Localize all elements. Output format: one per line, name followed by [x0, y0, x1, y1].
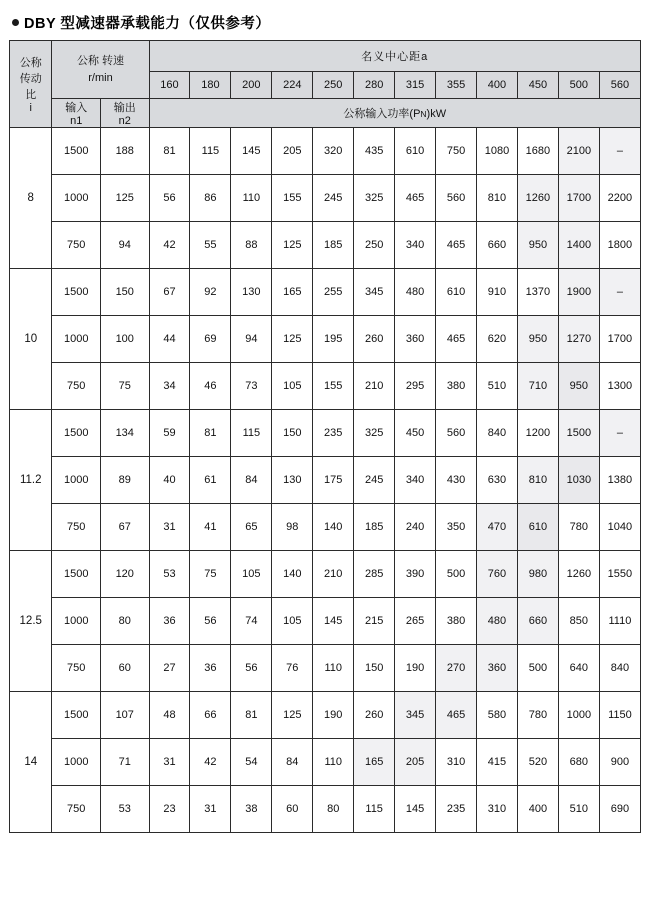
table-row: [10, 504, 641, 551]
cell-power-560: –: [599, 410, 640, 457]
header-speed-line-1: 公称 转速: [76, 55, 125, 67]
cell-power-250: 255: [313, 269, 354, 316]
cell-power-160: 31: [149, 739, 190, 786]
cell-power-500: 1700: [558, 175, 599, 222]
header-distance-560: 560: [599, 72, 640, 99]
cell-power-160: 23: [149, 786, 190, 833]
cell-power-180: 55: [190, 222, 231, 269]
cell-power-280: 250: [354, 222, 395, 269]
header-power-prefix: 公称输入功率(P: [343, 108, 421, 120]
cell-power-250: 235: [313, 410, 354, 457]
cell-power-280: 210: [354, 363, 395, 410]
cell-power-250: 320: [313, 128, 354, 175]
header-distance-250: 250: [313, 72, 354, 99]
cell-power-200: 115: [231, 410, 272, 457]
cell-power-224: 105: [272, 363, 313, 410]
cell-power-200: 145: [231, 128, 272, 175]
cell-power-180: 36: [190, 645, 231, 692]
cell-power-180: 92: [190, 269, 231, 316]
cell-power-224: 125: [272, 316, 313, 363]
cell-input-speed: 1000: [52, 457, 101, 504]
header-output-speed: [100, 99, 149, 128]
cell-power-250: 155: [313, 363, 354, 410]
cell-power-315: 240: [395, 504, 436, 551]
table-row: [10, 269, 641, 316]
cell-power-224: 84: [272, 739, 313, 786]
cell-power-315: 360: [395, 316, 436, 363]
header-input-speed: [52, 99, 101, 128]
cell-power-315: 345: [395, 692, 436, 739]
cell-output-speed: 94: [100, 222, 149, 269]
cell-power-355: 465: [436, 316, 477, 363]
table-row: [10, 598, 641, 645]
header-distance-500: 500: [558, 72, 599, 99]
cell-power-180: 41: [190, 504, 231, 551]
cell-power-500: 850: [558, 598, 599, 645]
cell-power-280: 185: [354, 504, 395, 551]
cell-power-560: –: [599, 128, 640, 175]
cell-power-355: 380: [436, 598, 477, 645]
cell-input-speed: 750: [52, 786, 101, 833]
cell-power-250: 210: [313, 551, 354, 598]
cell-power-180: 61: [190, 457, 231, 504]
header-distance-280: 280: [354, 72, 395, 99]
cell-power-160: 34: [149, 363, 190, 410]
cell-power-355: 270: [436, 645, 477, 692]
cell-output-speed: 150: [100, 269, 149, 316]
cell-input-speed: 750: [52, 645, 101, 692]
cell-power-200: 81: [231, 692, 272, 739]
cell-power-280: 260: [354, 692, 395, 739]
cell-power-355: 500: [436, 551, 477, 598]
cell-power-280: 345: [354, 269, 395, 316]
cell-output-speed: 89: [100, 457, 149, 504]
cell-power-500: 680: [558, 739, 599, 786]
cell-power-224: 140: [272, 551, 313, 598]
cell-power-280: 285: [354, 551, 395, 598]
cell-input-speed: 750: [52, 504, 101, 551]
cell-power-400: 480: [477, 598, 518, 645]
cell-output-speed: 100: [100, 316, 149, 363]
capacity-table: [9, 40, 641, 833]
cell-power-160: 53: [149, 551, 190, 598]
cell-power-400: 510: [477, 363, 518, 410]
cell-power-500: 1400: [558, 222, 599, 269]
cell-input-speed: 750: [52, 222, 101, 269]
bullet-icon: [12, 19, 19, 26]
cell-power-500: 1260: [558, 551, 599, 598]
cell-power-355: 465: [436, 222, 477, 269]
cell-input-speed: 1000: [52, 316, 101, 363]
cell-power-315: 465: [395, 175, 436, 222]
cell-power-224: 130: [272, 457, 313, 504]
cell-power-450: 520: [517, 739, 558, 786]
header-ratio-line-2: 传动: [19, 73, 42, 85]
cell-power-355: 310: [436, 739, 477, 786]
cell-power-224: 125: [272, 222, 313, 269]
cell-input-speed: 1500: [52, 269, 101, 316]
cell-power-560: 1550: [599, 551, 640, 598]
cell-power-560: 1300: [599, 363, 640, 410]
cell-power-400: 1080: [477, 128, 518, 175]
cell-power-180: 46: [190, 363, 231, 410]
cell-power-160: 81: [149, 128, 190, 175]
header-distance-200: 200: [231, 72, 272, 99]
cell-power-200: 73: [231, 363, 272, 410]
cell-power-315: 340: [395, 222, 436, 269]
cell-power-355: 350: [436, 504, 477, 551]
cell-power-560: 1150: [599, 692, 640, 739]
cell-power-200: 110: [231, 175, 272, 222]
header-distance-224: 224: [272, 72, 313, 99]
cell-power-224: 125: [272, 692, 313, 739]
cell-power-355: 235: [436, 786, 477, 833]
cell-power-450: 950: [517, 222, 558, 269]
cell-power-450: 1200: [517, 410, 558, 457]
cell-power-200: 84: [231, 457, 272, 504]
header-power-suffix: )kW: [426, 108, 447, 120]
cell-power-315: 390: [395, 551, 436, 598]
cell-power-450: 400: [517, 786, 558, 833]
cell-power-160: 59: [149, 410, 190, 457]
table-row: [10, 410, 641, 457]
cell-power-224: 155: [272, 175, 313, 222]
header-distance-315: 315: [395, 72, 436, 99]
cell-ratio: 14: [10, 692, 52, 833]
cell-power-450: 710: [517, 363, 558, 410]
cell-power-500: 950: [558, 363, 599, 410]
cell-power-450: 1370: [517, 269, 558, 316]
cell-power-250: 140: [313, 504, 354, 551]
cell-power-224: 76: [272, 645, 313, 692]
cell-power-560: 840: [599, 645, 640, 692]
cell-input-speed: 1000: [52, 175, 101, 222]
cell-power-200: 130: [231, 269, 272, 316]
cell-input-speed: 1500: [52, 551, 101, 598]
cell-output-speed: 134: [100, 410, 149, 457]
cell-power-450: 660: [517, 598, 558, 645]
cell-output-speed: 67: [100, 504, 149, 551]
cell-power-200: 105: [231, 551, 272, 598]
cell-power-355: 560: [436, 175, 477, 222]
cell-power-160: 42: [149, 222, 190, 269]
table-row: [10, 645, 641, 692]
cell-power-224: 165: [272, 269, 313, 316]
cell-output-speed: 71: [100, 739, 149, 786]
cell-power-560: 1700: [599, 316, 640, 363]
title-text: DBY 型减速器承载能力（仅供参考）: [24, 15, 271, 32]
cell-power-560: 690: [599, 786, 640, 833]
cell-power-180: 42: [190, 739, 231, 786]
cell-power-315: 190: [395, 645, 436, 692]
cell-power-400: 415: [477, 739, 518, 786]
header-input-line-2: n1: [70, 115, 83, 127]
cell-power-400: 620: [477, 316, 518, 363]
cell-power-180: 56: [190, 598, 231, 645]
cell-power-500: 640: [558, 645, 599, 692]
header-distance-160: 160: [149, 72, 190, 99]
cell-power-224: 150: [272, 410, 313, 457]
cell-input-speed: 1000: [52, 739, 101, 786]
table-row: [10, 739, 641, 786]
cell-power-160: 48: [149, 692, 190, 739]
cell-ratio: 10: [10, 269, 52, 410]
cell-power-500: 1900: [558, 269, 599, 316]
table-row: [10, 551, 641, 598]
cell-power-400: 630: [477, 457, 518, 504]
cell-power-250: 175: [313, 457, 354, 504]
table-row: [10, 175, 641, 222]
cell-power-200: 65: [231, 504, 272, 551]
cell-power-560: 900: [599, 739, 640, 786]
table-row: [10, 316, 641, 363]
cell-input-speed: 1500: [52, 410, 101, 457]
cell-power-224: 205: [272, 128, 313, 175]
header-power-sub: N: [420, 109, 427, 119]
cell-power-500: 1000: [558, 692, 599, 739]
cell-ratio: 11.2: [10, 410, 52, 551]
table-body: [10, 128, 641, 833]
header-row-1: [10, 41, 641, 72]
cell-power-450: 950: [517, 316, 558, 363]
cell-power-250: 185: [313, 222, 354, 269]
table-row: [10, 128, 641, 175]
cell-power-160: 56: [149, 175, 190, 222]
cell-power-400: 910: [477, 269, 518, 316]
cell-power-160: 44: [149, 316, 190, 363]
cell-input-speed: 1000: [52, 598, 101, 645]
cell-power-400: 840: [477, 410, 518, 457]
cell-power-250: 190: [313, 692, 354, 739]
cell-power-200: 88: [231, 222, 272, 269]
cell-output-speed: 188: [100, 128, 149, 175]
header-input-line-1: 输入: [65, 102, 88, 114]
cell-power-250: 80: [313, 786, 354, 833]
cell-power-400: 760: [477, 551, 518, 598]
cell-power-280: 165: [354, 739, 395, 786]
cell-power-500: 2100: [558, 128, 599, 175]
header-ratio-line-4: i: [29, 102, 32, 114]
cell-power-180: 75: [190, 551, 231, 598]
cell-power-315: 295: [395, 363, 436, 410]
cell-power-400: 470: [477, 504, 518, 551]
header-power-label: [149, 99, 640, 128]
cell-power-200: 94: [231, 316, 272, 363]
cell-power-400: 310: [477, 786, 518, 833]
cell-power-160: 67: [149, 269, 190, 316]
table-row: [10, 692, 641, 739]
cell-power-160: 40: [149, 457, 190, 504]
header-nominal-center-distance: 名义中心距a: [149, 41, 640, 72]
cell-output-speed: 80: [100, 598, 149, 645]
header-ratio-line-1: 公称: [19, 57, 42, 69]
header-speed-line-2: r/min: [88, 71, 113, 84]
cell-power-500: 510: [558, 786, 599, 833]
cell-input-speed: 1500: [52, 692, 101, 739]
cell-power-315: 610: [395, 128, 436, 175]
cell-power-450: 500: [517, 645, 558, 692]
cell-power-355: 560: [436, 410, 477, 457]
cell-power-280: 215: [354, 598, 395, 645]
header-speed: [52, 41, 149, 99]
cell-power-200: 38: [231, 786, 272, 833]
cell-power-450: 980: [517, 551, 558, 598]
table-head: [10, 41, 641, 128]
cell-output-speed: 75: [100, 363, 149, 410]
cell-power-280: 435: [354, 128, 395, 175]
cell-power-160: 27: [149, 645, 190, 692]
cell-output-speed: 53: [100, 786, 149, 833]
cell-power-500: 1270: [558, 316, 599, 363]
cell-power-180: 69: [190, 316, 231, 363]
table-row: [10, 222, 641, 269]
cell-power-450: 1260: [517, 175, 558, 222]
cell-power-315: 480: [395, 269, 436, 316]
cell-power-560: 1380: [599, 457, 640, 504]
cell-power-280: 245: [354, 457, 395, 504]
cell-power-250: 145: [313, 598, 354, 645]
cell-ratio: 8: [10, 128, 52, 269]
page-title: [12, 12, 642, 32]
cell-power-315: 265: [395, 598, 436, 645]
cell-power-160: 31: [149, 504, 190, 551]
cell-power-180: 31: [190, 786, 231, 833]
cell-power-560: –: [599, 269, 640, 316]
cell-power-200: 56: [231, 645, 272, 692]
header-ratio: [10, 41, 52, 128]
cell-power-355: 430: [436, 457, 477, 504]
cell-power-280: 115: [354, 786, 395, 833]
cell-input-speed: 750: [52, 363, 101, 410]
cell-power-500: 780: [558, 504, 599, 551]
cell-power-180: 115: [190, 128, 231, 175]
cell-power-280: 325: [354, 410, 395, 457]
cell-output-speed: 107: [100, 692, 149, 739]
cell-power-400: 580: [477, 692, 518, 739]
cell-input-speed: 1500: [52, 128, 101, 175]
cell-power-315: 450: [395, 410, 436, 457]
header-distance-400: 400: [477, 72, 518, 99]
cell-output-speed: 125: [100, 175, 149, 222]
cell-power-500: 1030: [558, 457, 599, 504]
cell-power-450: 780: [517, 692, 558, 739]
cell-power-560: 2200: [599, 175, 640, 222]
cell-power-224: 105: [272, 598, 313, 645]
header-distance-450: 450: [517, 72, 558, 99]
cell-power-355: 750: [436, 128, 477, 175]
cell-power-400: 360: [477, 645, 518, 692]
cell-power-315: 205: [395, 739, 436, 786]
cell-power-180: 81: [190, 410, 231, 457]
cell-power-560: 1040: [599, 504, 640, 551]
header-output-line-1: 输出: [113, 102, 136, 114]
cell-power-250: 110: [313, 645, 354, 692]
cell-power-250: 195: [313, 316, 354, 363]
cell-power-400: 660: [477, 222, 518, 269]
cell-power-280: 150: [354, 645, 395, 692]
cell-power-200: 74: [231, 598, 272, 645]
cell-power-450: 810: [517, 457, 558, 504]
cell-power-280: 325: [354, 175, 395, 222]
cell-power-500: 1500: [558, 410, 599, 457]
cell-power-180: 86: [190, 175, 231, 222]
cell-power-224: 98: [272, 504, 313, 551]
cell-power-250: 110: [313, 739, 354, 786]
cell-power-280: 260: [354, 316, 395, 363]
cell-output-speed: 120: [100, 551, 149, 598]
table-row: [10, 457, 641, 504]
cell-power-180: 66: [190, 692, 231, 739]
cell-power-224: 60: [272, 786, 313, 833]
header-distance-355: 355: [436, 72, 477, 99]
cell-power-560: 1800: [599, 222, 640, 269]
cell-power-450: 1680: [517, 128, 558, 175]
header-ratio-line-3: 比: [25, 89, 37, 101]
cell-power-355: 380: [436, 363, 477, 410]
cell-power-315: 145: [395, 786, 436, 833]
cell-power-200: 54: [231, 739, 272, 786]
cell-power-450: 610: [517, 504, 558, 551]
table-row: [10, 786, 641, 833]
header-output-line-2: n2: [118, 115, 131, 127]
cell-power-560: 1110: [599, 598, 640, 645]
cell-power-355: 610: [436, 269, 477, 316]
cell-power-400: 810: [477, 175, 518, 222]
cell-power-250: 245: [313, 175, 354, 222]
cell-power-315: 340: [395, 457, 436, 504]
table-row: [10, 363, 641, 410]
header-distance-180: 180: [190, 72, 231, 99]
cell-power-355: 465: [436, 692, 477, 739]
cell-ratio: 12.5: [10, 551, 52, 692]
cell-power-160: 36: [149, 598, 190, 645]
cell-output-speed: 60: [100, 645, 149, 692]
